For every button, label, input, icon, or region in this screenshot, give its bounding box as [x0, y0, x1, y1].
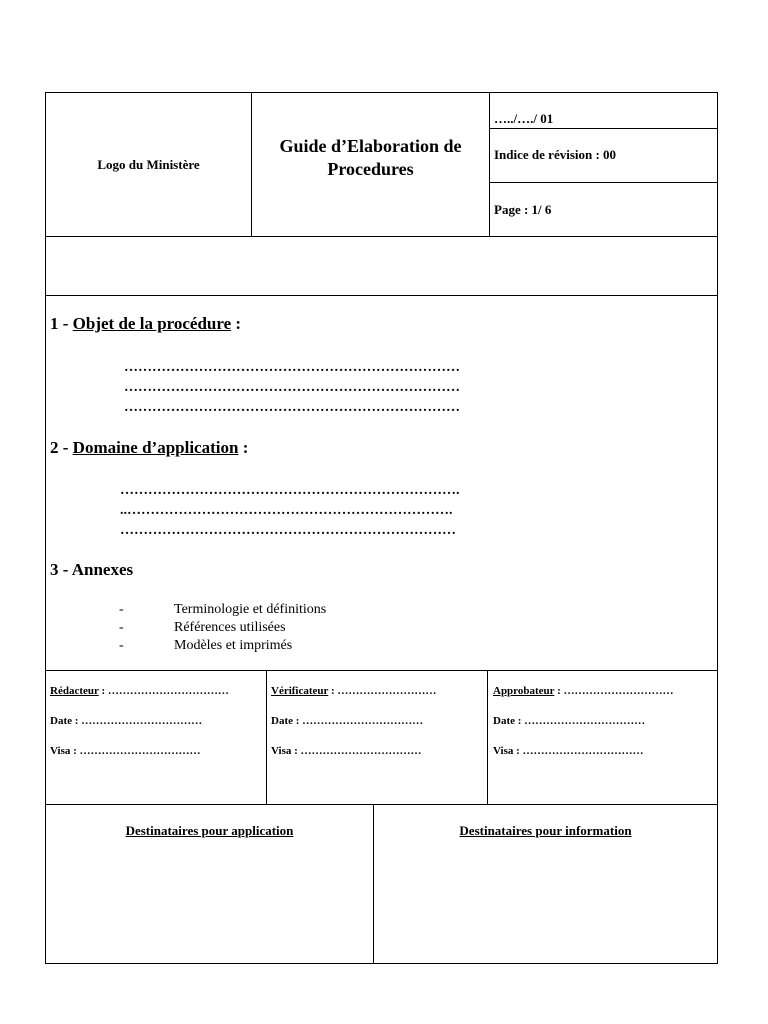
logo-text: Logo du Ministère — [97, 156, 200, 172]
objet-line-3: ……………………………………………………………… — [124, 400, 460, 415]
role-label: Vérificateur — [271, 685, 329, 697]
bullet-dash: - — [119, 620, 124, 635]
bullet-dash: - — [119, 602, 124, 617]
document-meta — [490, 93, 717, 236]
verificateur-column — [267, 671, 488, 804]
role-dots: : ……………………… — [328, 685, 437, 697]
approbateur-column — [488, 671, 717, 804]
objet-line-2: ……………………………………………………………… — [124, 380, 460, 395]
domaine-line-1: ………………………………………………………………. — [120, 483, 460, 498]
section-objet-heading — [50, 314, 241, 334]
redacteur-column — [46, 671, 267, 804]
section-suffix: : — [231, 314, 242, 333]
role-label: Rédacteur — [50, 685, 99, 697]
section-number: 2 - — [50, 438, 73, 457]
section-domaine-heading — [50, 438, 248, 458]
approbateur-line — [493, 685, 674, 697]
logo-placeholder — [46, 93, 252, 236]
document-header — [46, 93, 717, 237]
title-line-2: Procedures — [327, 159, 414, 179]
objet-line-1: ……………………………………………………………… — [124, 360, 460, 375]
date-line: Date : …………………………… — [271, 715, 424, 727]
visa-line: Visa : …………………………… — [493, 745, 644, 757]
role-label: Approbateur — [493, 685, 555, 697]
section-title: Domaine d’application — [72, 438, 239, 457]
recipients-block — [46, 805, 717, 963]
section-title: Objet de la procédure — [72, 314, 232, 333]
content-area — [46, 296, 717, 671]
recipients-application-column — [46, 805, 374, 963]
visa-line: Visa : …………………………… — [271, 745, 422, 757]
recipients-information-column — [374, 805, 717, 963]
recipients-information-label: Destinataires pour information — [459, 823, 632, 838]
section-number: 1 - — [50, 314, 73, 333]
annex-item-label: Terminologie et définitions — [174, 602, 327, 617]
annex-item-label: Références utilisées — [174, 620, 286, 635]
section-annexes-heading: 3 - Annexes — [50, 560, 134, 579]
domaine-line-2: ..……………………………………………………………. — [120, 503, 453, 518]
bullet-dash: - — [119, 638, 124, 653]
annex-item-label: Modèles et imprimés — [174, 638, 293, 653]
redacteur-line — [50, 685, 229, 697]
role-dots: : ………………………… — [554, 685, 674, 697]
recipients-application-label: Destinataires pour application — [125, 823, 294, 838]
reference-number: …../…./ 01 — [490, 93, 717, 129]
page-number: Page : 1/ 6 — [494, 202, 552, 217]
signature-block — [46, 671, 717, 805]
section-suffix: : — [238, 438, 249, 457]
verificateur-line — [271, 685, 436, 697]
date-line: Date : …………………………… — [50, 715, 203, 727]
document-title — [252, 93, 490, 236]
revision-index: Indice de révision : 00 — [490, 129, 717, 183]
role-dots: : …………………………… — [98, 685, 229, 697]
title-line-1: Guide d’Elaboration de — [279, 136, 462, 156]
date-line: Date : …………………………… — [493, 715, 646, 727]
blank-row — [46, 237, 717, 296]
domaine-line-3: ……………………………………………………………… — [120, 523, 456, 538]
procedure-document — [45, 92, 718, 964]
visa-line: Visa : …………………………… — [50, 745, 201, 757]
